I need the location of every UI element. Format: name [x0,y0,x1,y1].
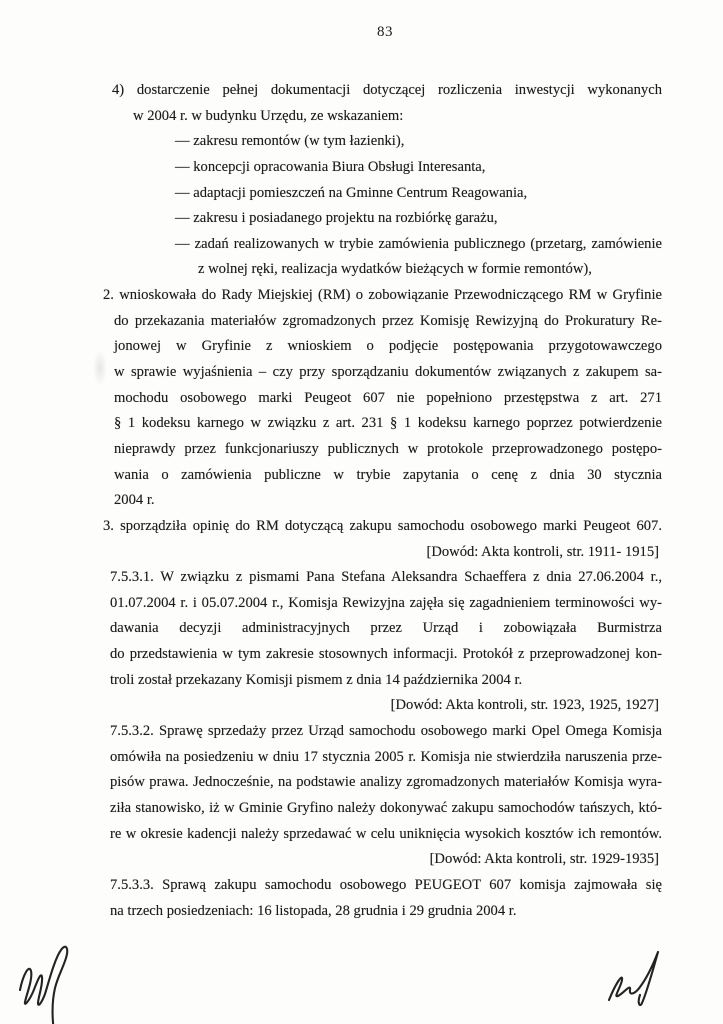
dash-list-item: — adaptacji pomieszczeń na Gminne Centrum Reagowania, [175,184,528,201]
section-7-5-3-2-line: 7.5.3.2. Sprawę sprzedaży przez Urząd samochodu osobowego marki Opel Omega Komisja [110,723,662,740]
numbered-item-2-line: wania o zamówienia publiczne w trybie zapytania o cenę z dnia 30 stycznia [114,466,662,483]
signature-right-paraph [596,942,674,1010]
section-7-5-3-2-line: ziła stanowisko, iż w Gminie Gryfino należy dokonywać zakupu samochodów tańszych, któ- [110,799,662,816]
dash-list-item-continuation: z wolnej ręki, realizacja wydatków bieżących w formie remontów), [198,261,592,278]
section-7-5-3-2-line: omówiła na posiedzeniu w dniu 17 stycznia 2005 r. Komisja nie stwierdziła naruszenia prze- [110,748,662,765]
numbered-item-4-line: w 2004 r. w budynku Urzędu, ze wskazaniem: [133,107,404,124]
numbered-item-2-line: nieprawdy przez funkcjonariuszy publicznych w protokole przeprowadzonego postępo- [114,440,662,457]
document-body [100,78,662,924]
numbered-item-2-line: 2. wnioskowała do Rady Miejskiej (RM) o zobowiązanie Przewodniczącego RM w Gryfinie [103,287,662,304]
numbered-item-2-line: jonowej w Gryfinie z wnioskiem o podjęcie postępowania przygotowawczego [114,338,662,355]
section-7-5-3-1-line: 01.07.2004 r. i 05.07.2004 r., Komisja Rewizyjna zajęła się zagadnieniem terminowości wy- [110,594,662,611]
numbered-item-4-line: 4) dostarczenie pełnej dokumentacji dotyczącej rozliczenia inwestycji wykonanych [112,82,662,98]
evidence-reference: [Dowód: Akta kontroli, str. 1929-1935] [429,851,659,868]
dash-list-item: — koncepcji opracowania Biura Obsługi Interesanta, [175,158,486,175]
numbered-item-2-line: § 1 kodeksu karnego w związku z art. 231 § 1 kodeksu karnego poprzez potwierdzenie [114,415,662,432]
dash-list-item: — zakresu i posiadanego projektu na rozbiórkę garażu, [175,210,498,227]
numbered-item-3-line: 3. sporządziła opinię do RM dotyczącą zakupu samochodu osobowego marki Peugeot 607. [103,517,662,534]
section-7-5-3-1-line: troli został przekazany Komisji pismem z dnia 14 października 2004 r. [110,671,523,688]
evidence-reference: [Dowód: Akta kontroli, str. 1911- 1915] [426,543,659,560]
section-7-5-3-1-line: dawania decyzji administracyjnych przez Urząd i zobowiązała Burmistrza [110,620,662,637]
section-7-5-3-3-line: 7.5.3.3. Sprawą zakupu samochodu osobowego PEUGEOT 607 komisja zajmowała się [110,876,662,893]
section-7-5-3-1-line: 7.5.3.1. W związku z pismami Pana Stefana Aleksandra Schaeffera z dnia 27.06.2004 r., [110,569,662,586]
dash-list-item: — zakresu remontów (w tym łazienki), [175,133,405,150]
section-7-5-3-2-line: pisów prawa. Jednocześnie, na podstawie analizy zgromadzonych materiałów Komisja wyra- [110,774,662,791]
page-number: 83 [377,24,393,40]
signature-left-paraph [14,938,86,1024]
evidence-reference: [Dowód: Akta kontroli, str. 1923, 1925, 1927] [390,697,659,714]
dash-list-item: — zadań realizowanych w trybie zamówienia publicznego (przetarg, zamówienie [175,235,662,252]
numbered-item-2-line: mochodu osobowego marki Peugeot 607 nie popełniono przestępstwa z art. 271 [114,389,662,406]
numbered-item-2-line: do przekazania materiałów zgromadzonych przez Komisję Rewizyjną do Prokuratury Re- [114,312,662,329]
scan-smudge [93,350,107,386]
section-7-5-3-1-line: do przedstawienia w tym zakresie stosownych informacji. Protokół z przeprowadzonej kon- [110,646,662,663]
numbered-item-2-line: 2004 r. [114,492,155,509]
numbered-item-2-line: w sprawie wyjaśnienia – czy przy sporządzaniu dokumentów związanych z zakupem sa- [114,364,662,381]
section-7-5-3-3-line: na trzech posiedzeniach: 16 listopada, 28 grudnia i 29 grudnia 2004 r. [110,902,517,919]
section-7-5-3-2-line: re w okresie kadencji należy sprzedawać w celu uniknięcia wysokich kosztów ich remontów. [110,825,662,842]
